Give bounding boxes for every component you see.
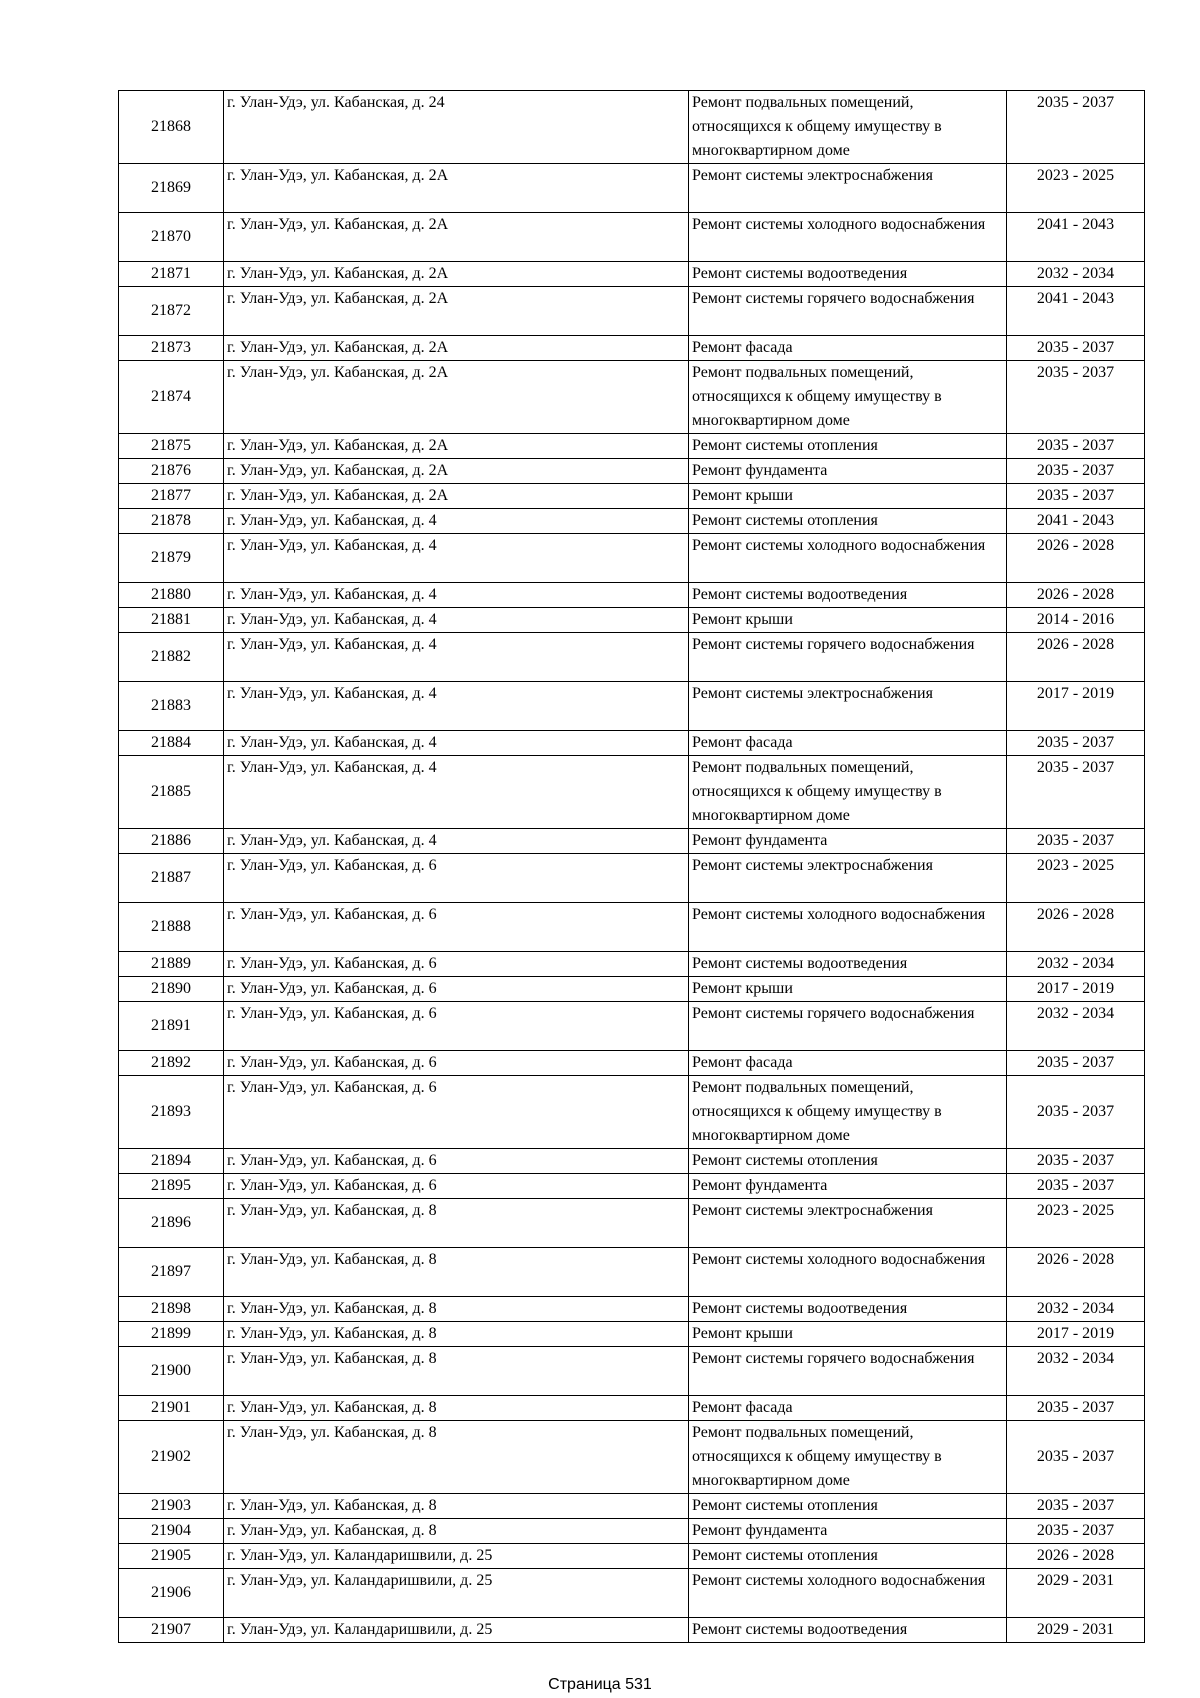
work-type-cell: Ремонт системы отопления — [689, 434, 1007, 459]
period-cell: 2041 - 2043 — [1007, 509, 1145, 534]
work-type-cell: Ремонт фундамента — [689, 459, 1007, 484]
address-cell: г. Улан-Удэ, ул. Кабанская, д. 6 — [224, 1076, 689, 1149]
row-number: 21900 — [119, 1347, 224, 1396]
work-type-cell: Ремонт системы электроснабжения — [689, 164, 1007, 213]
row-number: 21876 — [119, 459, 224, 484]
address-cell: г. Улан-Удэ, ул. Кабанская, д. 6 — [224, 1051, 689, 1076]
table-row — [119, 336, 1145, 361]
period-cell: 2014 - 2016 — [1007, 608, 1145, 633]
work-type-cell: Ремонт системы электроснабжения — [689, 854, 1007, 903]
address-cell: г. Улан-Удэ, ул. Кабанская, д. 8 — [224, 1494, 689, 1519]
table-row — [119, 1297, 1145, 1322]
row-number: 21904 — [119, 1519, 224, 1544]
row-number: 21888 — [119, 903, 224, 952]
period-cell: 2032 - 2034 — [1007, 1347, 1145, 1396]
work-type-cell: Ремонт подвальных помещений, относящихся к общему имуществу в многоквартирном доме — [689, 756, 1007, 829]
table-row — [119, 1174, 1145, 1199]
row-number: 21903 — [119, 1494, 224, 1519]
period-cell: 2035 - 2037 — [1007, 1494, 1145, 1519]
row-number: 21892 — [119, 1051, 224, 1076]
table-row — [119, 1544, 1145, 1569]
row-number: 21869 — [119, 164, 224, 213]
work-type-cell: Ремонт крыши — [689, 1322, 1007, 1347]
work-type-cell: Ремонт системы холодного водоснабжения — [689, 534, 1007, 583]
address-cell: г. Улан-Удэ, ул. Кабанская, д. 4 — [224, 509, 689, 534]
row-number: 21898 — [119, 1297, 224, 1322]
table-row — [119, 1149, 1145, 1174]
work-type-cell: Ремонт фасада — [689, 731, 1007, 756]
table-row — [119, 903, 1145, 952]
table-row — [119, 534, 1145, 583]
work-type-cell: Ремонт фундамента — [689, 829, 1007, 854]
work-type-cell: Ремонт крыши — [689, 608, 1007, 633]
row-number: 21881 — [119, 608, 224, 633]
work-type-cell: Ремонт системы холодного водоснабжения — [689, 1248, 1007, 1297]
address-cell: г. Улан-Удэ, ул. Кабанская, д. 8 — [224, 1322, 689, 1347]
row-number: 21906 — [119, 1569, 224, 1618]
work-type-cell: Ремонт системы холодного водоснабжения — [689, 903, 1007, 952]
period-cell: 2026 - 2028 — [1007, 903, 1145, 952]
row-number: 21896 — [119, 1199, 224, 1248]
work-type-cell: Ремонт системы электроснабжения — [689, 1199, 1007, 1248]
row-number: 21871 — [119, 262, 224, 287]
row-number: 21899 — [119, 1322, 224, 1347]
address-cell: г. Улан-Удэ, ул. Кабанская, д. 2А — [224, 484, 689, 509]
address-cell: г. Улан-Удэ, ул. Кабанская, д. 2А — [224, 262, 689, 287]
row-number: 21905 — [119, 1544, 224, 1569]
row-number: 21870 — [119, 213, 224, 262]
address-cell: г. Улан-Удэ, ул. Кабанская, д. 8 — [224, 1248, 689, 1297]
row-number: 21885 — [119, 756, 224, 829]
row-number: 21886 — [119, 829, 224, 854]
table-row — [119, 1519, 1145, 1544]
period-cell: 2026 - 2028 — [1007, 583, 1145, 608]
row-number: 21901 — [119, 1396, 224, 1421]
work-type-cell: Ремонт фасада — [689, 1051, 1007, 1076]
period-cell: 2026 - 2028 — [1007, 1544, 1145, 1569]
table-row — [119, 213, 1145, 262]
work-type-cell: Ремонт системы водоотведения — [689, 952, 1007, 977]
period-cell: 2017 - 2019 — [1007, 1322, 1145, 1347]
address-cell: г. Улан-Удэ, ул. Кабанская, д. 2А — [224, 361, 689, 434]
work-type-cell: Ремонт крыши — [689, 977, 1007, 1002]
table-row — [119, 1618, 1145, 1643]
row-number: 21877 — [119, 484, 224, 509]
row-number: 21891 — [119, 1002, 224, 1051]
period-cell: 2041 - 2043 — [1007, 287, 1145, 336]
address-cell: г. Улан-Удэ, ул. Кабанская, д. 24 — [224, 91, 689, 164]
work-type-cell: Ремонт системы горячего водоснабжения — [689, 1002, 1007, 1051]
period-cell: 2035 - 2037 — [1007, 1519, 1145, 1544]
row-number: 21879 — [119, 534, 224, 583]
table-row — [119, 1421, 1145, 1494]
period-cell: 2023 - 2025 — [1007, 164, 1145, 213]
address-cell: г. Улан-Удэ, ул. Кабанская, д. 8 — [224, 1297, 689, 1322]
work-type-cell: Ремонт системы водоотведения — [689, 262, 1007, 287]
address-cell: г. Улан-Удэ, ул. Кабанская, д. 8 — [224, 1421, 689, 1494]
address-cell: г. Улан-Удэ, ул. Кабанская, д. 4 — [224, 633, 689, 682]
work-type-cell: Ремонт фасада — [689, 336, 1007, 361]
table-row — [119, 1002, 1145, 1051]
period-cell: 2032 - 2034 — [1007, 1297, 1145, 1322]
address-cell: г. Улан-Удэ, ул. Кабанская, д. 8 — [224, 1396, 689, 1421]
table-row — [119, 583, 1145, 608]
table-row — [119, 854, 1145, 903]
period-cell: 2035 - 2037 — [1007, 1051, 1145, 1076]
address-cell: г. Улан-Удэ, ул. Кабанская, д. 4 — [224, 682, 689, 731]
row-number: 21883 — [119, 682, 224, 731]
address-cell: г. Улан-Удэ, ул. Кабанская, д. 6 — [224, 1002, 689, 1051]
period-cell: 2035 - 2037 — [1007, 459, 1145, 484]
work-type-cell: Ремонт системы отопления — [689, 1544, 1007, 1569]
address-cell: г. Улан-Удэ, ул. Кабанская, д. 2А — [224, 336, 689, 361]
work-type-cell: Ремонт фундамента — [689, 1174, 1007, 1199]
period-cell: 2035 - 2037 — [1007, 434, 1145, 459]
address-cell: г. Улан-Удэ, ул. Каландаришвили, д. 25 — [224, 1569, 689, 1618]
period-cell: 2023 - 2025 — [1007, 854, 1145, 903]
work-type-cell: Ремонт системы водоотведения — [689, 1297, 1007, 1322]
period-cell: 2029 - 2031 — [1007, 1618, 1145, 1643]
address-cell: г. Улан-Удэ, ул. Кабанская, д. 2А — [224, 434, 689, 459]
period-cell: 2017 - 2019 — [1007, 977, 1145, 1002]
period-cell: 2026 - 2028 — [1007, 633, 1145, 682]
period-cell: 2035 - 2037 — [1007, 1076, 1145, 1149]
work-type-cell: Ремонт фундамента — [689, 1519, 1007, 1544]
period-cell: 2035 - 2037 — [1007, 361, 1145, 434]
row-number: 21882 — [119, 633, 224, 682]
work-type-cell: Ремонт подвальных помещений, относящихся к общему имуществу в многоквартирном доме — [689, 1421, 1007, 1494]
table-row — [119, 1322, 1145, 1347]
row-number: 21874 — [119, 361, 224, 434]
address-cell: г. Улан-Удэ, ул. Кабанская, д. 6 — [224, 903, 689, 952]
table-row — [119, 91, 1145, 164]
work-type-cell: Ремонт крыши — [689, 484, 1007, 509]
address-cell: г. Улан-Удэ, ул. Кабанская, д. 6 — [224, 952, 689, 977]
table-row — [119, 459, 1145, 484]
row-number: 21875 — [119, 434, 224, 459]
work-type-cell: Ремонт фасада — [689, 1396, 1007, 1421]
row-number: 21893 — [119, 1076, 224, 1149]
table-row — [119, 1199, 1145, 1248]
address-cell: г. Улан-Удэ, ул. Кабанская, д. 4 — [224, 731, 689, 756]
table-row — [119, 1076, 1145, 1149]
period-cell: 2035 - 2037 — [1007, 1396, 1145, 1421]
row-number: 21890 — [119, 977, 224, 1002]
address-cell: г. Улан-Удэ, ул. Кабанская, д. 4 — [224, 583, 689, 608]
table-row — [119, 952, 1145, 977]
table-body — [119, 91, 1145, 1643]
table-row — [119, 731, 1145, 756]
period-cell: 2023 - 2025 — [1007, 1199, 1145, 1248]
work-type-cell: Ремонт системы водоотведения — [689, 1618, 1007, 1643]
address-cell: г. Улан-Удэ, ул. Кабанская, д. 4 — [224, 608, 689, 633]
work-type-cell: Ремонт системы горячего водоснабжения — [689, 287, 1007, 336]
row-number: 21902 — [119, 1421, 224, 1494]
table-row — [119, 1494, 1145, 1519]
table-row — [119, 633, 1145, 682]
table-row — [119, 1396, 1145, 1421]
row-number: 21889 — [119, 952, 224, 977]
row-number: 21872 — [119, 287, 224, 336]
page-number: Страница 531 — [548, 1676, 652, 1693]
period-cell: 2017 - 2019 — [1007, 682, 1145, 731]
period-cell: 2032 - 2034 — [1007, 952, 1145, 977]
work-type-cell: Ремонт системы отопления — [689, 509, 1007, 534]
period-cell: 2035 - 2037 — [1007, 1149, 1145, 1174]
table-row — [119, 287, 1145, 336]
address-cell: г. Улан-Удэ, ул. Кабанская, д. 8 — [224, 1519, 689, 1544]
period-cell: 2032 - 2034 — [1007, 262, 1145, 287]
row-number: 21880 — [119, 583, 224, 608]
table-row — [119, 1248, 1145, 1297]
row-number: 21868 — [119, 91, 224, 164]
work-type-cell: Ремонт системы холодного водоснабжения — [689, 1569, 1007, 1618]
address-cell: г. Улан-Удэ, ул. Кабанская, д. 4 — [224, 534, 689, 583]
work-type-cell: Ремонт подвальных помещений, относящихся к общему имуществу в многоквартирном доме — [689, 1076, 1007, 1149]
repair-schedule-table — [118, 90, 1145, 1643]
table-row — [119, 682, 1145, 731]
address-cell: г. Улан-Удэ, ул. Кабанская, д. 4 — [224, 756, 689, 829]
period-cell: 2035 - 2037 — [1007, 336, 1145, 361]
row-number: 21884 — [119, 731, 224, 756]
table-row — [119, 484, 1145, 509]
row-number: 21878 — [119, 509, 224, 534]
address-cell: г. Улан-Удэ, ул. Кабанская, д. 6 — [224, 1149, 689, 1174]
address-cell: г. Улан-Удэ, ул. Кабанская, д. 2А — [224, 213, 689, 262]
row-number: 21897 — [119, 1248, 224, 1297]
period-cell: 2035 - 2037 — [1007, 829, 1145, 854]
period-cell: 2035 - 2037 — [1007, 1421, 1145, 1494]
address-cell: г. Улан-Удэ, ул. Каландаришвили, д. 25 — [224, 1618, 689, 1643]
period-cell: 2041 - 2043 — [1007, 213, 1145, 262]
table-row — [119, 509, 1145, 534]
address-cell: г. Улан-Удэ, ул. Кабанская, д. 6 — [224, 1174, 689, 1199]
work-type-cell: Ремонт системы электроснабжения — [689, 682, 1007, 731]
work-type-cell: Ремонт подвальных помещений, относящихся к общему имуществу в многоквартирном доме — [689, 91, 1007, 164]
period-cell: 2035 - 2037 — [1007, 1174, 1145, 1199]
period-cell: 2035 - 2037 — [1007, 731, 1145, 756]
period-cell: 2032 - 2034 — [1007, 1002, 1145, 1051]
row-number: 21887 — [119, 854, 224, 903]
table-row — [119, 756, 1145, 829]
row-number: 21895 — [119, 1174, 224, 1199]
address-cell: г. Улан-Удэ, ул. Каландаришвили, д. 25 — [224, 1544, 689, 1569]
work-type-cell: Ремонт системы отопления — [689, 1494, 1007, 1519]
work-type-cell: Ремонт системы отопления — [689, 1149, 1007, 1174]
address-cell: г. Улан-Удэ, ул. Кабанская, д. 4 — [224, 829, 689, 854]
table-row — [119, 1051, 1145, 1076]
table-row — [119, 829, 1145, 854]
row-number: 21907 — [119, 1618, 224, 1643]
address-cell: г. Улан-Удэ, ул. Кабанская, д. 2А — [224, 459, 689, 484]
address-cell: г. Улан-Удэ, ул. Кабанская, д. 6 — [224, 977, 689, 1002]
address-cell: г. Улан-Удэ, ул. Кабанская, д. 2А — [224, 164, 689, 213]
work-type-cell: Ремонт подвальных помещений, относящихся к общему имуществу в многоквартирном доме — [689, 361, 1007, 434]
period-cell: 2026 - 2028 — [1007, 534, 1145, 583]
address-cell: г. Улан-Удэ, ул. Кабанская, д. 8 — [224, 1347, 689, 1396]
row-number: 21873 — [119, 336, 224, 361]
table-row — [119, 977, 1145, 1002]
table-row — [119, 1569, 1145, 1618]
period-cell: 2026 - 2028 — [1007, 1248, 1145, 1297]
period-cell: 2035 - 2037 — [1007, 91, 1145, 164]
table-row — [119, 164, 1145, 213]
period-cell: 2035 - 2037 — [1007, 484, 1145, 509]
period-cell: 2029 - 2031 — [1007, 1569, 1145, 1618]
row-number: 21894 — [119, 1149, 224, 1174]
work-type-cell: Ремонт системы горячего водоснабжения — [689, 1347, 1007, 1396]
table-row — [119, 262, 1145, 287]
address-cell: г. Улан-Удэ, ул. Кабанская, д. 8 — [224, 1199, 689, 1248]
period-cell: 2035 - 2037 — [1007, 756, 1145, 829]
table-row — [119, 361, 1145, 434]
work-type-cell: Ремонт системы водоотведения — [689, 583, 1007, 608]
table-row — [119, 1347, 1145, 1396]
table-row — [119, 608, 1145, 633]
work-type-cell: Ремонт системы холодного водоснабжения — [689, 213, 1007, 262]
address-cell: г. Улан-Удэ, ул. Кабанская, д. 6 — [224, 854, 689, 903]
work-type-cell: Ремонт системы горячего водоснабжения — [689, 633, 1007, 682]
address-cell: г. Улан-Удэ, ул. Кабанская, д. 2А — [224, 287, 689, 336]
table-row — [119, 434, 1145, 459]
